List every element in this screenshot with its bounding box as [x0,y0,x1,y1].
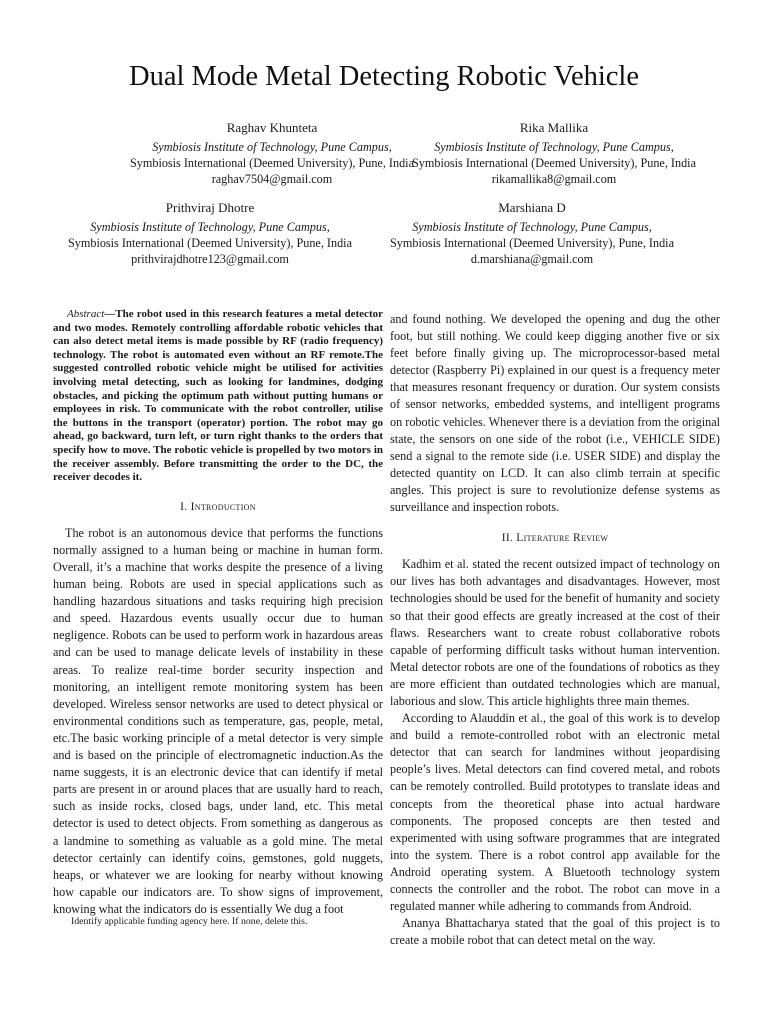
introduction-continuation: and found nothing. We developed the opening and dug the other foot, but still nothing. We could keep digging another five or six feet before finally giving up. The microprocessor-based metal detector (Raspberry Pi) explained in our quest is a frequency meter that measures resonant frequency or duration. Our system consists of sensor networks, embedded systems, and intelligent programs on robotic vehicles. Whenever there is a deviation from the original state, the sensors on one side of the robot (i.e., VEHICLE SIDE) send a signal to the remote side (i.e. USER SIDE) and display the detected quantity on LCD. It can also climb terrain at specific angles. This project is sure to revolutionize defense systems as surveillance and inspection robots. [390,312,720,515]
author-affiliation: Symbiosis Institute of Technology, Pune Campus, [90,220,330,234]
author-university: Symbiosis International (Deemed University), Pune, India [390,236,674,250]
author-email: rikamallika8@gmail.com [491,172,617,186]
left-column [53,308,383,918]
section-heading-literature-review: II. Literature Review [501,532,609,545]
introduction-paragraph: The robot is an autonomous device that performs the functions normally assigned to a human being or machine in human form. Overall, it’s a machine that works despite the presence of a living human being. Robots are used in special applications such as handling hazardous situations and tasks requiring high precision and speed. Hazardous events usually occur due to human negligence. Robots can be used to perform work in hazardous areas and can be used to manage delicate levels of instability in these areas. To realize real-time border security inspection and monitoring, an intelligent remote monitoring system has been developed. Wireless sensor networks are used to detect physical or environmental conditions such as temperature, gas, people, metal, etc.The basic working principle of a metal detector is very simple and is based on the principle of electromagnetic induction.As the name suggests, it is an electronic device that can identify if metal parts are present in or around places that are usually hard to reach, such as inside rocks, closed bags, under land, etc. This metal detector is used to detect objects. From something as dangerous as a landmine to something as valuable as a gold mine. The metal detector certainly can identify coins, gemstones, gold nuggets, heaps, or whatever we are looking for nearby without knowing how capable our indicators are. To show signs of improvement, knowing what the indicators do is essentially We dug a foot [53,525,383,916]
funding-footnote: Identify applicable funding agency here. If none, delete this. [71,916,308,927]
author-block-2 [364,120,744,187]
abstract-text: The robot used in this research features a metal detector and two modes. Remotely controlling affordable robotic vehicles that can also detect metal items is made possible by RF (radio frequency) technology. The robot is automated even without an RF remote.The suggested controlled robotic vehicle might be utilised for activities involving metal detecting, such as looking for landmines, dodging obstacles, and picking the optimum path without putting humans or employees in risk. To communicate with the robot controller, utilise the buttons in the transport (operator) portion. The robot may go ahead, go backward, turn left, or turn right thanks to the orders that specify how to move. The robotic vehicle is propelled by two motors in the receiver assembly. Before transmitting the order to the DC, the receiver decodes it. [53,308,383,484]
literature-paragraph: Kadhim et al. stated the recent outsized impact of technology on our lives has both advantages and disadvantages. However, most technologies should be used for the benefit of humanity and society so that their good effects are greatly increased at the cost of their flaws. Researchers want to create robust collaborative robots capable of performing difficult tasks without human intervention. Metal detector robots are one of the foundations of robotics as they are more efficient than outdated technologies which are manual, laborious and slow. This article highlights three main themes. [390,557,720,708]
author-university: Symbiosis International (Deemed University), Pune, India [68,236,352,250]
right-column [390,311,720,949]
author-university: Symbiosis International (Deemed University), Pune, India [412,156,696,170]
author-name: Raghav Khunteta [226,120,318,135]
abstract [53,308,383,485]
author-name: Rika Mallika [519,120,589,135]
author-email: raghav7504@gmail.com [211,172,333,186]
author-affiliation: Symbiosis Institute of Technology, Pune Campus, [152,140,392,154]
author-university: Symbiosis International (Deemed University), Pune, India [130,156,414,170]
abstract-dash: — [104,308,116,320]
author-affiliation: Symbiosis Institute of Technology, Pune Campus, [412,220,652,234]
literature-paragraph: According to Alauddin et al., the goal of this work is to develop and build a remote-controlled robot with an electronic metal detector that can search for landmines without jeopardising people’s lives. Metal detectors can find covered metal, and robots can be remotely controlled. Build prototypes to translate ideas and concepts from the theoretical phase into actual hardware components. The proposed concepts are then tested and experimented with using software programmes that are integrated into the system. There is a robot control app available for the Android operating system. A Bluetooth technology system connects the controller and the robot. The robot can move in a regulated manner while adhering to commands from Android. [390,711,720,914]
author-name: Prithviraj Dhotre [165,200,255,215]
section-heading-introduction: I. Introduction [180,500,256,513]
author-email: d.marshiana@gmail.com [470,252,594,266]
paper-title: Dual Mode Metal Detecting Robotic Vehicle [129,61,639,92]
literature-paragraph: Ananya Bhattacharya stated that the goal of this project is to create a mobile robot that can detect metal on the way. [390,916,720,948]
abstract-label: Abstract [67,308,105,320]
author-affiliation: Symbiosis Institute of Technology, Pune Campus, [434,140,674,154]
author-block-4 [342,200,722,267]
author-name: Marshiana D [498,200,566,215]
author-email: prithvirajdhotre123@gmail.com [131,252,289,266]
